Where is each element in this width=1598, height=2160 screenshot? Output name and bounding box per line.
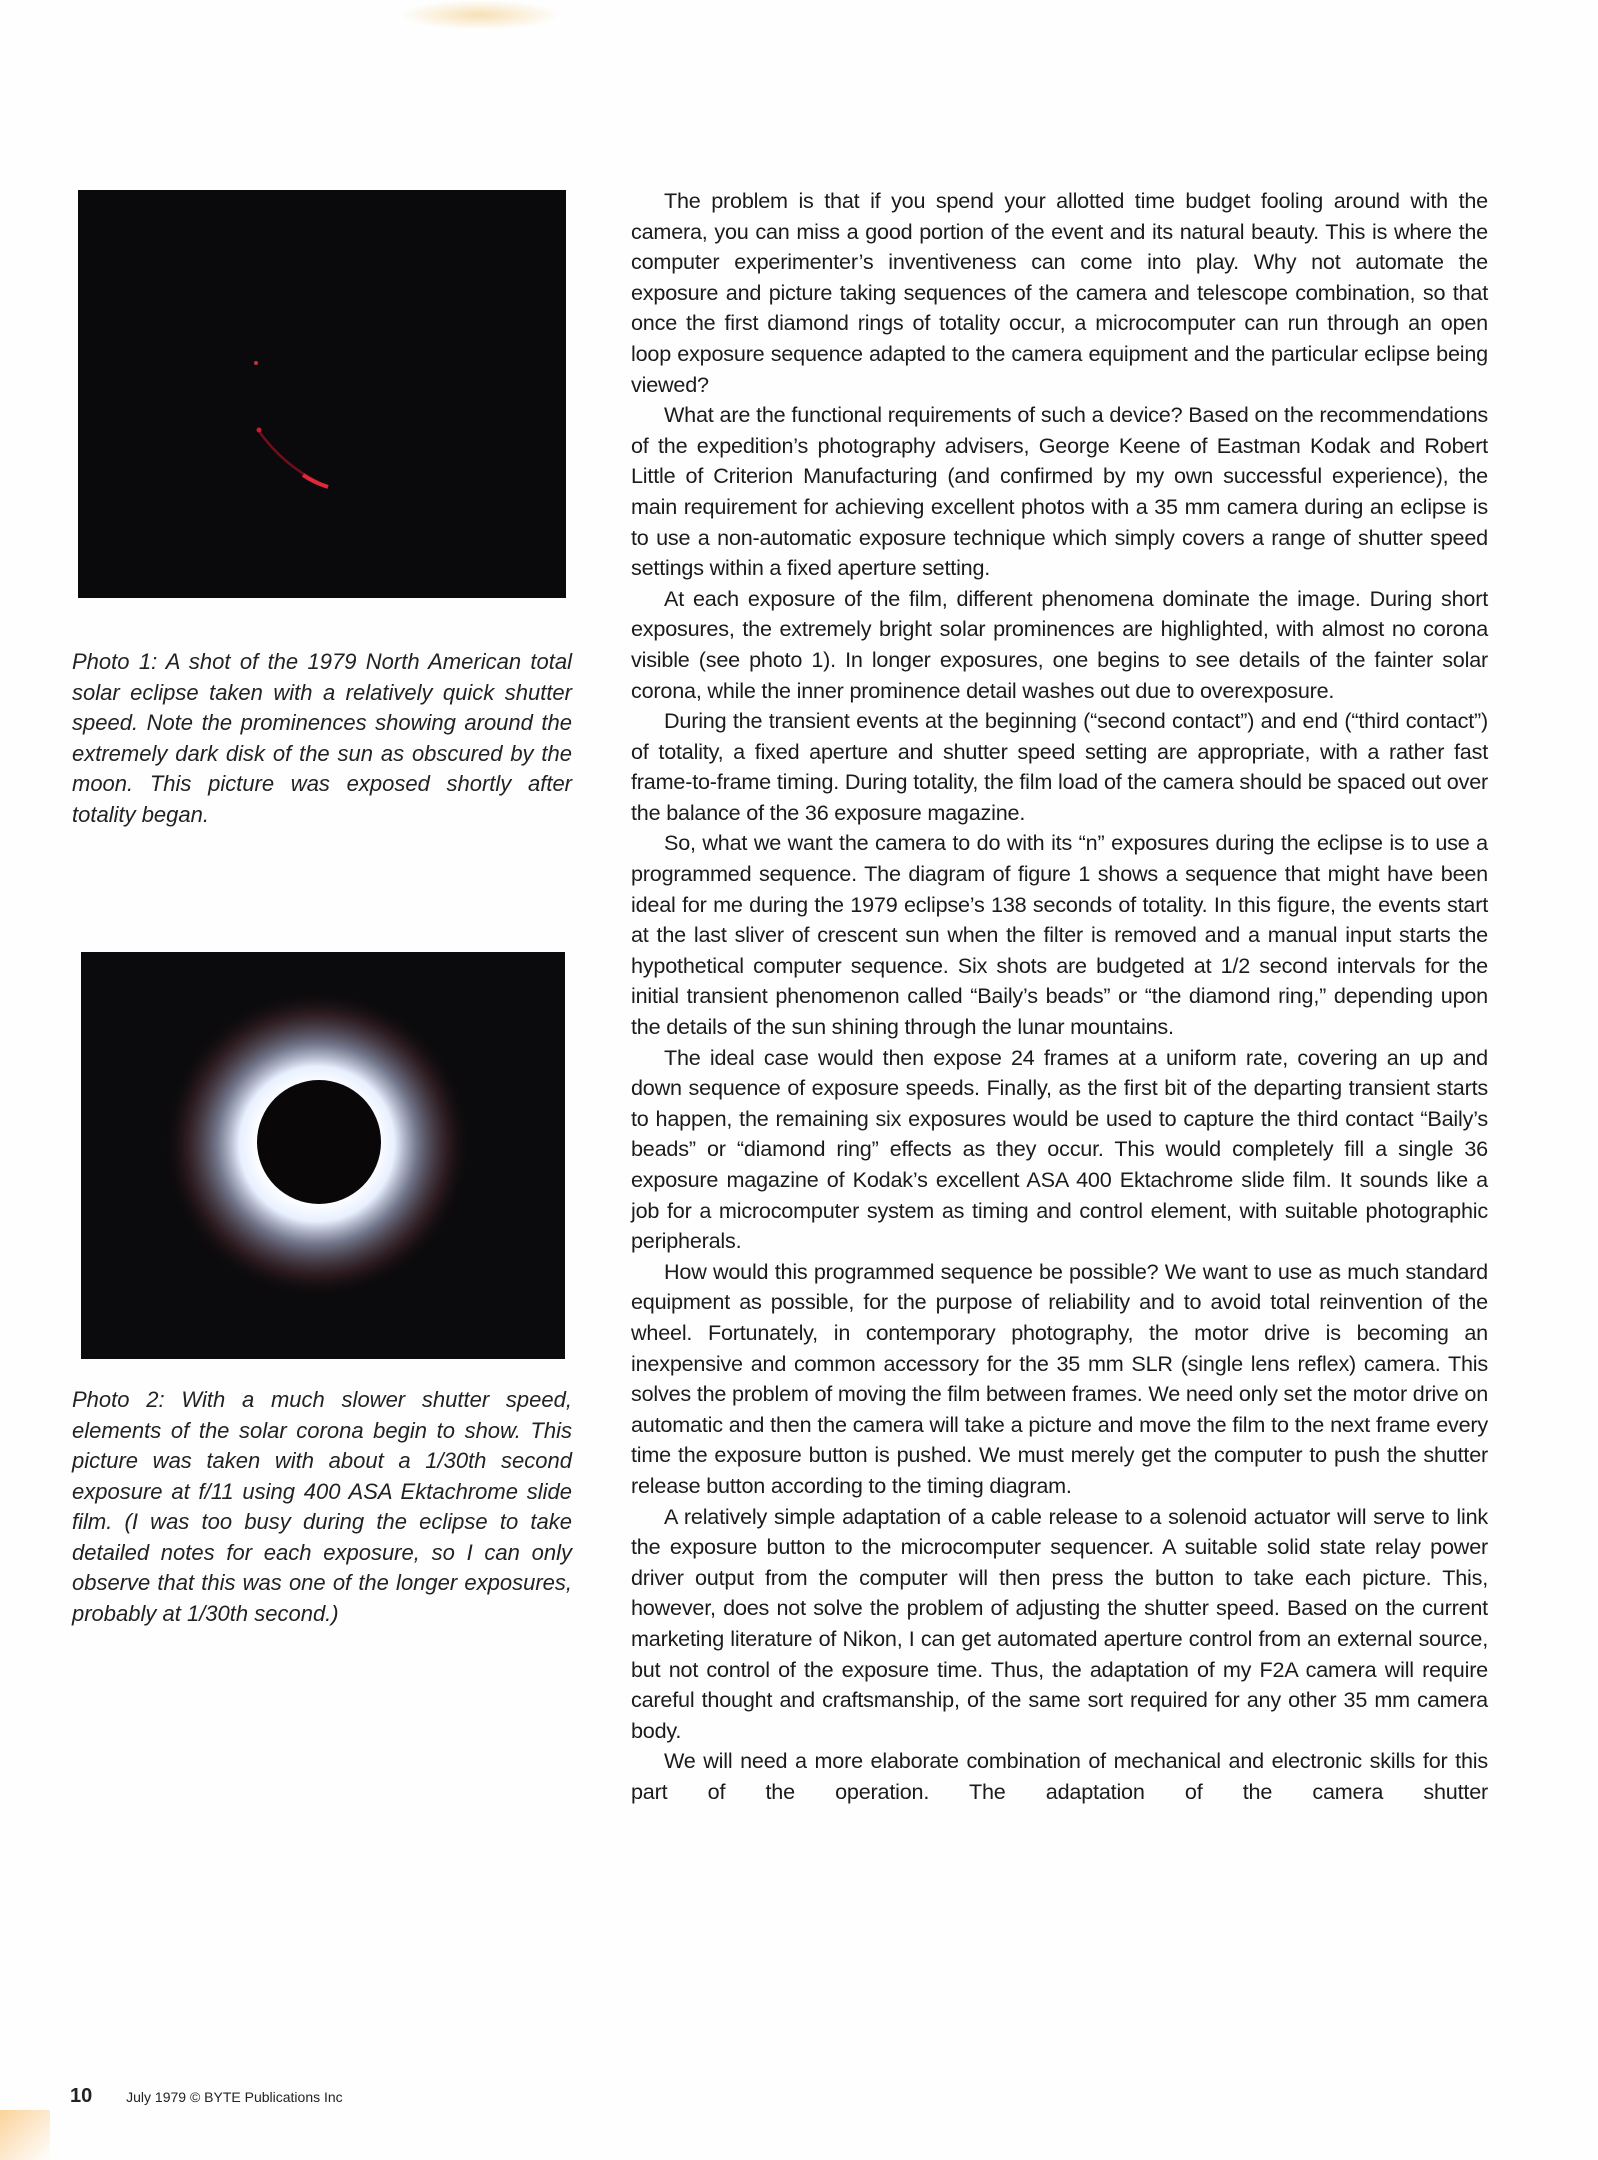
paragraph: A relatively simple adaptation of a cable release to a solenoid actuator will serve to link the exposure button to the microcomputer sequencer. A suitable solid state relay power driver output from the computer will then press the button to take each picture. This, however, does not solve the problem of adjusting the shutter speed. Based on the current marketing literature of Nikon, I can get automated aperture control from an external source, but not control of the exposure time. Thus, the adaptation of my F2A camera will require careful thought and craftsmanship, of the same sort required for any other 35 mm camera body.: [631, 1503, 1488, 1743]
page-number: 10: [70, 2085, 93, 2107]
eclipse-photo-prominences: [78, 190, 566, 598]
paragraph: The ideal case would then expose 24 frames at a uniform rate, covering an up and down sequence of exposure speeds. Finally, as the first bit of the departing transient starts to happen, the remaining six exposures would be used to capture the third contact “Baily’s beads” or “diamond ring” effects as they occur. This would completely fill a single 36 exposure magazine of Kodak’s excellent ASA 400 Ektachrome slide film. It sounds like a job for a microcomputer system as timing and control element, with suitable photographic peripherals.: [631, 1044, 1488, 1254]
page-footer: [70, 2085, 343, 2108]
paragraph: We will need a more elaborate combination of mechanical and electronic skills for this part of the operation. The adaptation of the camera shutter: [631, 1748, 1488, 1804]
paragraph: During the transient events at the beginning (“second contact”) and end (“third contact”) of totality, a fixed aperture and shutter speed setting are appropriate, with a rather fast frame-to-frame timing. During totality, the film load of the camera should be spaced out over the balance of the 36 exposure magazine.: [631, 708, 1488, 825]
paragraph: How would this programmed sequence be possible? We want to use as much standard equipment as possible, for the purpose of reliability and to avoid total reinvention of the wheel. Fortunately, in contemporary photography, the motor drive is becoming an inexpensive and common accessory for the 35 mm SLR (single lens reflex) camera. This solves the problem of moving the film between frames. We need only set the motor drive on automatic and then the camera will take a picture and move the film to the next frame every time the exposure button is pushed. We must merely get the computer to push the shutter release button according to the timing diagram.: [631, 1258, 1488, 1498]
paragraph: At each exposure of the film, different phenomena dominate the image. During short exposures, the extremely bright solar prominences are highlighted, with almost no corona visible (see photo 1). In longer exposures, one begins to see details of the fainter solar corona, while the inner prominence detail washes out due to overexposure.: [631, 585, 1488, 703]
paragraph: So, what we want the camera to do with its “n” exposures during the eclipse is to use a programmed sequence. The diagram of figure 1 shows a sequence that might have been ideal for me during the 1979 eclipse’s 138 seconds of totality. In this figure, the events start at the last sliver of crescent sun when the filter is removed and a manual input starts the hypothetical computer sequence. Six shots are budgeted at 1/2 second intervals for the initial transient phenomenon called “Baily’s beads” or “the diamond ring,” depending upon the details of the sun shining through the lunar mountains.: [631, 830, 1488, 1040]
paragraph: The problem is that if you spend your allotted time budget fooling around with the camera, you can miss a good portion of the event and its natural beauty. This is where the computer experimenter’s inventiveness can come into play. Why not automate the exposure and picture taking sequences of the camera and telescope combination, so that once the first diamond rings of totality occur, a microcomputer can run through an open loop exposure sequence adapted to the camera equipment and the particular eclipse being viewed?: [631, 188, 1488, 397]
photo-1-caption: Photo 1: A shot of the 1979 North American total solar eclipse taken with a relatively quick shutter speed. Note the prominences showing around the extremely dark disk of the sun as obscured by the moon. This picture was exposed shortly after totality began.: [72, 649, 572, 827]
paragraph: What are the functional requirements of such a device? Based on the recommendations of the expedition’s photography advisers, George Keene of Eastman Kodak and Robert Little of Criterion Manufacturing (and confirmed by my own successful experience), the main requirement for achieving excellent photos with a 35 mm camera during an eclipse is to use a non-automatic exposure technique which simply covers a range of shutter speed settings within a fixed aperture setting.: [631, 402, 1488, 581]
paper-stain: [400, 0, 560, 30]
paper-stain: [0, 2110, 50, 2160]
footer-credit: July 1979 © BYTE Publications Inc: [126, 2089, 343, 2105]
eclipse-photo-corona: [81, 952, 565, 1359]
article-body: [631, 186, 1488, 1807]
photo-2-caption: Photo 2: With a much slower shutter speed, elements of the solar corona begin to show. This picture was taken with about a 1/30th second exposure at f/11 using 400 ASA Ektachrome slide film. (I was too busy during the eclipse to take detailed notes for each exposure, so I can only observe that this was one of the longer exposures, probably at 1/30th second.): [72, 1387, 572, 1626]
